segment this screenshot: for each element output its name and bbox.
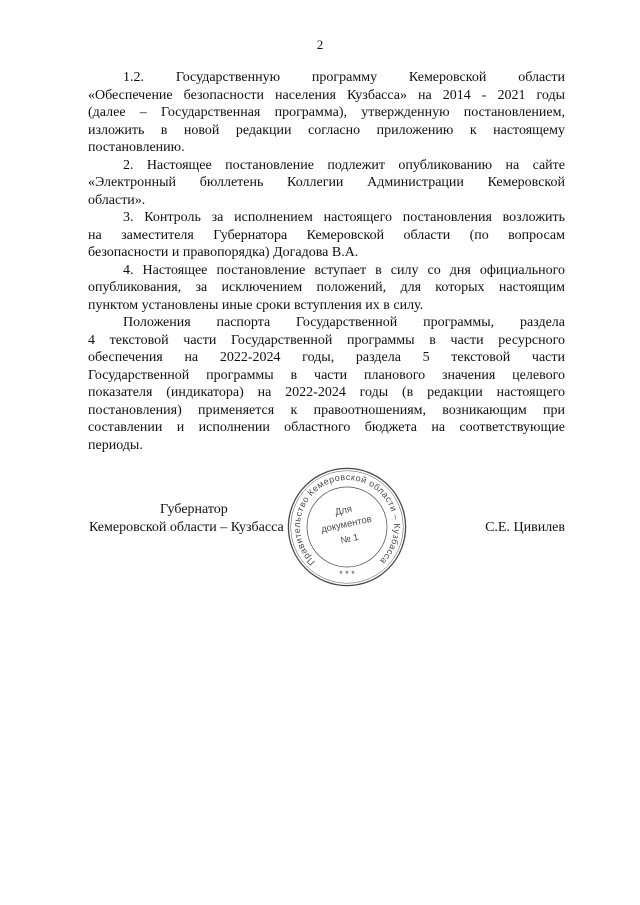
signatory-position-region: Кемеровской области – Кузбасса [89, 520, 284, 535]
paragraph-2 [88, 157, 565, 210]
official-seal-stamp [287, 467, 407, 587]
paragraph-line: периоды. [88, 437, 143, 453]
paragraph-line: 3. Контроль за исполнением настоящего постановления возложить [123, 210, 565, 225]
paragraph-line: опубликования, за исключением положений, для которых настоящим [88, 280, 565, 295]
paragraph-line: «Электронный бюллетень Коллегии Администрации Кемеровской [88, 175, 565, 190]
paragraph-line: 1.2. Государственную программу Кемеровской области [123, 70, 565, 85]
paragraph-line: пунктом установлены иные сроки вступления их в силу. [88, 297, 424, 313]
paragraph-line: (далее – Государственная программа), утвержденную постановлением, [88, 105, 565, 120]
paragraph-line: обеспечения на 2022-2024 годы, раздела 5 текстовой части [88, 350, 565, 365]
paragraph-line: изложить в новой редакции согласно приложению к настоящему [88, 122, 565, 138]
paragraph-line: показателя (индикатора) на 2022-2024 годы (в редакции настоящего [88, 385, 565, 400]
paragraph-line: безопасности и правопорядка) Догадова В.А. [88, 245, 359, 260]
paragraph-3 [88, 209, 565, 262]
document-body [88, 69, 565, 454]
paragraph-line: постановлению. [88, 140, 185, 155]
paragraph-line: Положения паспорта Государственной программы, раздела [123, 315, 565, 330]
signatory-name: С.Е. Цивилев [485, 520, 565, 535]
paragraph-line: 4. Настоящее постановление вступает в силу со дня официального [123, 262, 565, 278]
signatory-position-title: Губернатор [160, 502, 228, 517]
page-number: 2 [316, 37, 324, 52]
stamp-center-line: № 1 [339, 531, 360, 547]
stamp-center-text [317, 500, 376, 550]
stamp-center-line: документов [320, 513, 373, 536]
stamp-ring-textpath: Правительство Кемеровской области – Кузбасса [291, 471, 403, 568]
paragraph-4 [88, 262, 565, 315]
paragraph-line: 4 текстовой части Государственной программы в части ресурсного [88, 332, 565, 348]
stamp-stars: * * * [339, 569, 355, 579]
paragraph-line: на заместителя Губернатора Кемеровской области (по вопросам [88, 227, 565, 243]
paragraph-line: области». [88, 192, 146, 208]
stamp-center-line: Для [334, 503, 354, 519]
paragraph-line: «Обеспечение безопасности населения Кузбасса» на 2014 - 2021 годы [88, 87, 565, 103]
paragraph-5 [88, 314, 565, 454]
paragraph-line: постановления) применяется к правоотношениям, возникающим при [88, 402, 565, 418]
paragraph-line: Государственной программы в части планового значения целевого [88, 367, 565, 383]
paragraph-line: 2. Настоящее постановление подлежит опубликованию на сайте [123, 157, 565, 173]
paragraph-1-2 [88, 69, 565, 157]
paragraph-line: составлении и исполнении областного бюджета на соответствующие [88, 420, 565, 435]
